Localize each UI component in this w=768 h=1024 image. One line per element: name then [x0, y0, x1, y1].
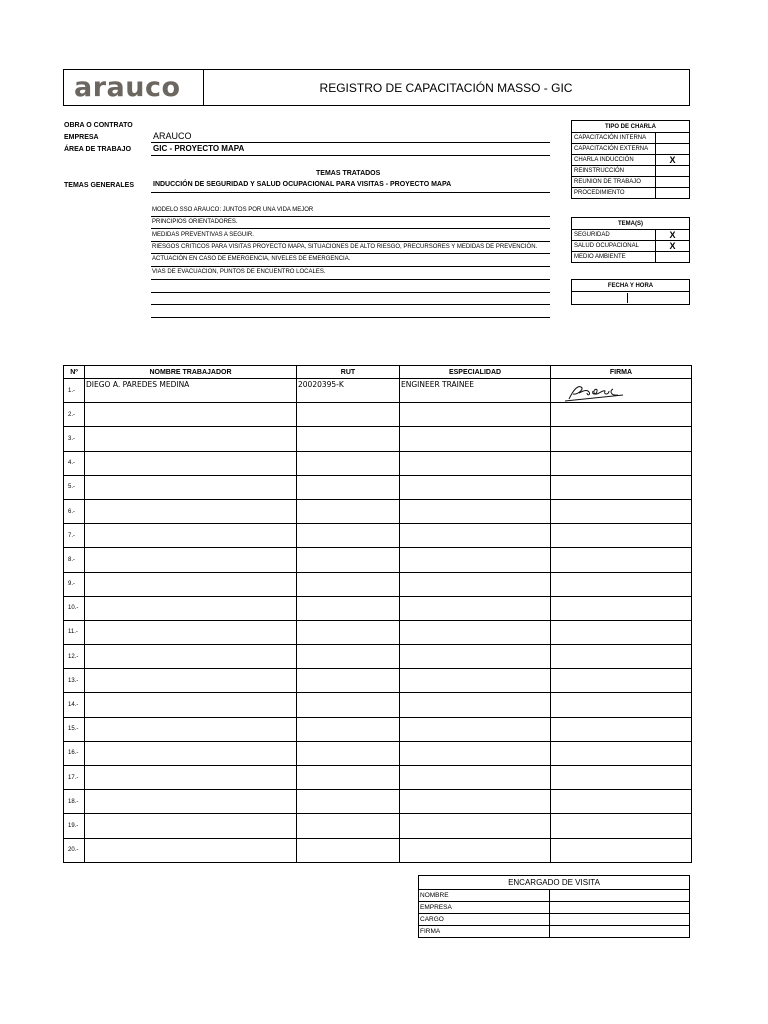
- rut-cell[interactable]: [297, 838, 400, 862]
- col-header-rut: RUT: [297, 366, 400, 379]
- row-number: 1.-: [64, 379, 85, 403]
- rut-cell[interactable]: [297, 403, 400, 427]
- fecha-title: FECHA Y HORA: [572, 280, 690, 292]
- rut-cell[interactable]: [297, 596, 400, 620]
- topic-line: [151, 266, 550, 267]
- rut-cell[interactable]: [297, 572, 400, 596]
- worker-name-cell[interactable]: [85, 645, 297, 669]
- tema-mark[interactable]: [656, 252, 690, 263]
- firma-cell[interactable]: [551, 645, 692, 669]
- worker-name-cell[interactable]: [85, 766, 297, 790]
- row-number: 15.-: [64, 717, 85, 741]
- worker-name-cell[interactable]: [85, 717, 297, 741]
- area-label: ÁREA DE TRABAJO: [64, 146, 132, 153]
- table-row: [64, 693, 692, 717]
- especialidad-cell[interactable]: [400, 451, 551, 475]
- tipo-charla-label: REINSTRUCCIÓN: [572, 166, 656, 177]
- row-number: 3.-: [64, 427, 85, 451]
- tipo-charla-mark[interactable]: [656, 144, 690, 155]
- especialidad-cell[interactable]: [400, 669, 551, 693]
- empresa-underline: [151, 142, 550, 143]
- topic-line: [151, 317, 550, 318]
- worker-name-cell[interactable]: [85, 790, 297, 814]
- table-row: [64, 669, 692, 693]
- encargado-title: ENCARGADO DE VISITA: [419, 876, 690, 890]
- fecha-value-field[interactable]: [572, 292, 690, 305]
- table-row: [64, 548, 692, 572]
- row-number: 18.-: [64, 790, 85, 814]
- topic-item: RIESGOS CRITICOS PARA VISITAS PROYECTO MAPA, SITUACIONES DE ALTO RIESGO, PRECURSORES Y MEDIDAS DE PREVENCIÓN.: [152, 244, 538, 250]
- especialidad-cell[interactable]: [400, 814, 551, 838]
- table-row: [64, 596, 692, 620]
- firma-cell[interactable]: [551, 669, 692, 693]
- firma-cell[interactable]: [551, 596, 692, 620]
- rut-cell[interactable]: [297, 427, 400, 451]
- empresa-label: EMPRESA: [64, 134, 99, 141]
- arauco-logo: arauco: [74, 72, 181, 103]
- row-number: 4.-: [64, 451, 85, 475]
- worker-name-cell[interactable]: [85, 572, 297, 596]
- table-row: [64, 403, 692, 427]
- encargado-field[interactable]: [549, 890, 689, 902]
- topic-item: ACTUACIÓN EN CASO DE EMERGENCIA, NIVELES DE EMERGENCIA.: [152, 256, 351, 262]
- worker-name-cell[interactable]: [85, 620, 297, 644]
- workers-header-row: [64, 366, 692, 379]
- col-header-n: Nº: [64, 366, 85, 379]
- rut-cell[interactable]: [297, 475, 400, 499]
- rut-cell[interactable]: 20020395-K: [297, 379, 400, 403]
- worker-name-cell[interactable]: [85, 451, 297, 475]
- firma-cell[interactable]: [551, 451, 692, 475]
- rut-cell[interactable]: [297, 451, 400, 475]
- encargado-field[interactable]: [549, 926, 689, 938]
- firma-cell[interactable]: [551, 572, 692, 596]
- fecha-table: [571, 279, 690, 305]
- especialidad-cell[interactable]: [400, 548, 551, 572]
- especialidad-cell[interactable]: ENGINEER TRAINEE: [400, 379, 551, 403]
- firma-cell[interactable]: [551, 717, 692, 741]
- table-row: [64, 427, 692, 451]
- row-number: 14.-: [64, 693, 85, 717]
- especialidad-cell[interactable]: [400, 403, 551, 427]
- encargado-label: NOMBRE: [419, 890, 550, 902]
- table-row: [64, 814, 692, 838]
- row-number: 5.-: [64, 475, 85, 499]
- tipo-charla-title: TIPO DE CHARLA: [572, 121, 690, 133]
- especialidad-cell[interactable]: [400, 596, 551, 620]
- especialidad-cell[interactable]: [400, 427, 551, 451]
- especialidad-cell[interactable]: [400, 645, 551, 669]
- rut-cell[interactable]: [297, 620, 400, 644]
- worker-name-cell[interactable]: [85, 427, 297, 451]
- worker-name-cell[interactable]: [85, 403, 297, 427]
- table-row: [64, 717, 692, 741]
- firma-cell[interactable]: [551, 475, 692, 499]
- topic-line: [151, 241, 550, 242]
- worker-name-cell[interactable]: [85, 475, 297, 499]
- topic-item: VIAS DE EVACUACION, PUNTOS DE ENCUENTRO LOCALES.: [152, 269, 326, 275]
- tipo-charla-mark[interactable]: [656, 188, 690, 199]
- firma-cell[interactable]: [551, 427, 692, 451]
- rut-cell[interactable]: [297, 669, 400, 693]
- temas-table: [571, 217, 690, 263]
- tipo-charla-label: PROCEDIMIENTO: [572, 188, 656, 199]
- form-title: REGISTRO DE CAPACITACIÓN MASSO - GIC: [319, 80, 573, 95]
- encargado-field[interactable]: [549, 914, 689, 926]
- temas-generales-label: TEMAS GENERALES: [64, 182, 135, 189]
- tema-label: SEGURIDAD: [572, 230, 656, 241]
- encargado-field[interactable]: [549, 902, 689, 914]
- table-row: [64, 766, 692, 790]
- row-number: 11.-: [64, 620, 85, 644]
- topic-line: [151, 228, 550, 229]
- row-number: 17.-: [64, 766, 85, 790]
- tipo-charla-mark[interactable]: [656, 177, 690, 188]
- obra-label: OBRA O CONTRATO: [64, 122, 133, 129]
- table-row: [64, 451, 692, 475]
- especialidad-cell[interactable]: [400, 766, 551, 790]
- rut-cell[interactable]: [297, 693, 400, 717]
- tipo-charla-mark[interactable]: [656, 166, 690, 177]
- row-number: 10.-: [64, 596, 85, 620]
- topic-item: PRINCIPIOS ORIENTADORES.: [152, 219, 238, 225]
- signature-image: [563, 381, 633, 403]
- col-header-especialidad: ESPECIALIDAD: [400, 366, 551, 379]
- table-row: [64, 524, 692, 548]
- topic-line: [151, 292, 550, 293]
- temas-tratados-label: TEMAS TRATADOS: [316, 170, 381, 177]
- row-number: 7.-: [64, 524, 85, 548]
- row-number: 9.-: [64, 572, 85, 596]
- tipo-charla-table: [571, 120, 690, 199]
- topic-item: MODELO SSO ARAUCO: JUNTOS POR UNA VIDA MEJOR: [152, 207, 314, 213]
- rut-cell[interactable]: [297, 645, 400, 669]
- worker-name-cell[interactable]: [85, 596, 297, 620]
- tipo-charla-mark[interactable]: [656, 133, 690, 144]
- worker-name-cell[interactable]: [85, 499, 297, 523]
- row-number: 6.-: [64, 499, 85, 523]
- encargado-label: CARGO: [419, 914, 550, 926]
- worker-name-cell[interactable]: [85, 693, 297, 717]
- tipo-charla-label: CAPACITACIÓN EXTERNA: [572, 144, 656, 155]
- row-number: 8.-: [64, 548, 85, 572]
- table-row: [64, 790, 692, 814]
- especialidad-cell[interactable]: [400, 790, 551, 814]
- firma-cell[interactable]: [551, 814, 692, 838]
- table-row: [64, 475, 692, 499]
- encargado-table: [418, 875, 690, 938]
- worker-name-cell[interactable]: [85, 524, 297, 548]
- rut-cell[interactable]: [297, 717, 400, 741]
- row-number: 12.-: [64, 645, 85, 669]
- firma-cell[interactable]: [551, 838, 692, 862]
- rut-cell[interactable]: [297, 766, 400, 790]
- topic-line: [151, 253, 550, 254]
- temas-title: TEMA(S): [572, 218, 690, 230]
- firma-cell[interactable]: [551, 741, 692, 765]
- tema-mark[interactable]: X: [656, 241, 690, 252]
- rut-cell[interactable]: [297, 814, 400, 838]
- encargado-label: EMPRESA: [419, 902, 550, 914]
- text-cursor: [627, 293, 628, 303]
- row-number: 13.-: [64, 669, 85, 693]
- especialidad-cell[interactable]: [400, 620, 551, 644]
- table-row: [64, 741, 692, 765]
- tema-label: SALUD OCUPACIONAL: [572, 241, 656, 252]
- rut-cell[interactable]: [297, 524, 400, 548]
- temas-generales-value: INDUCCIÓN DE SEGURIDAD Y SALUD OCUPACIONAL PARA VISITAS - PROYECTO MAPA: [153, 181, 452, 188]
- worker-name-cell[interactable]: DIEGO A. PAREDES MEDINA: [85, 379, 297, 403]
- topic-line: [151, 304, 550, 305]
- tipo-charla-label: REUNION DE TRABAJO: [572, 177, 656, 188]
- firma-cell[interactable]: [551, 524, 692, 548]
- worker-name-cell[interactable]: [85, 669, 297, 693]
- especialidad-cell[interactable]: [400, 741, 551, 765]
- firma-cell[interactable]: [551, 693, 692, 717]
- worker-name-cell[interactable]: [85, 741, 297, 765]
- rut-cell[interactable]: [297, 548, 400, 572]
- especialidad-cell[interactable]: [400, 693, 551, 717]
- area-value: GIC - PROYECTO MAPA: [153, 144, 245, 153]
- firma-cell[interactable]: [551, 379, 692, 403]
- firma-cell[interactable]: [551, 766, 692, 790]
- table-row: [64, 620, 692, 644]
- worker-name-cell[interactable]: [85, 838, 297, 862]
- rut-cell[interactable]: [297, 741, 400, 765]
- table-row: [64, 379, 692, 403]
- table-row: [64, 572, 692, 596]
- topic-line: [151, 279, 550, 280]
- row-number: 2.-: [64, 403, 85, 427]
- firma-cell[interactable]: [551, 790, 692, 814]
- worker-name-cell[interactable]: [85, 548, 297, 572]
- especialidad-cell[interactable]: [400, 838, 551, 862]
- empresa-value: ARAUCO: [153, 131, 192, 141]
- row-number: 20.-: [64, 838, 85, 862]
- worker-name-cell[interactable]: [85, 814, 297, 838]
- col-header-firma: FIRMA: [551, 366, 692, 379]
- table-row: [64, 499, 692, 523]
- tipo-charla-label: CAPACITACIÓN INTERNA: [572, 133, 656, 144]
- area-underline: [151, 155, 550, 156]
- form-header: [63, 69, 690, 106]
- tipo-charla-label: CHARLA INDUCCIÓN: [572, 155, 656, 166]
- table-row: [64, 645, 692, 669]
- workers-table: [63, 365, 692, 863]
- firma-cell[interactable]: [551, 403, 692, 427]
- tema-label: MEDIO AMBIENTE: [572, 252, 656, 263]
- especialidad-cell[interactable]: [400, 475, 551, 499]
- especialidad-cell[interactable]: [400, 524, 551, 548]
- especialidad-cell[interactable]: [400, 499, 551, 523]
- row-number: 16.-: [64, 741, 85, 765]
- encargado-label: FIRMA: [419, 926, 550, 938]
- topic-item: MEDIDAS PREVENTIVAS A SEGUIR.: [152, 232, 254, 238]
- table-row: [64, 838, 692, 862]
- tema-mark[interactable]: X: [656, 230, 690, 241]
- firma-cell[interactable]: [551, 548, 692, 572]
- firma-cell[interactable]: [551, 620, 692, 644]
- rut-cell[interactable]: [297, 499, 400, 523]
- col-header-nombre: NOMBRE TRABAJADOR: [85, 366, 297, 379]
- topic-line: [151, 216, 550, 217]
- logo-cell: [64, 70, 204, 105]
- especialidad-cell[interactable]: [400, 717, 551, 741]
- temas-generales-underline: [151, 192, 550, 193]
- tipo-charla-mark[interactable]: X: [656, 155, 690, 166]
- row-number: 19.-: [64, 814, 85, 838]
- especialidad-cell[interactable]: [400, 572, 551, 596]
- firma-cell[interactable]: [551, 499, 692, 523]
- rut-cell[interactable]: [297, 790, 400, 814]
